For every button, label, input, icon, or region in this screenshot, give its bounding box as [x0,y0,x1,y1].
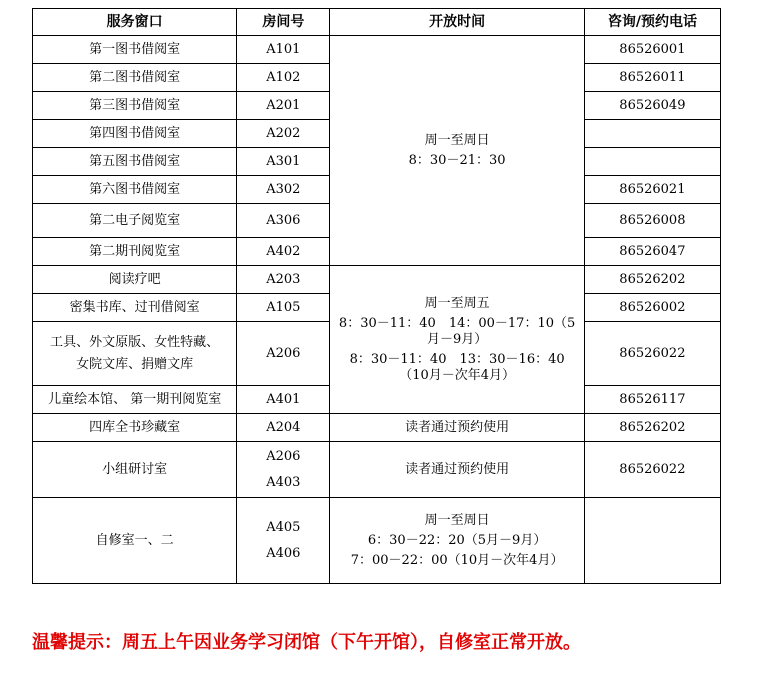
table-row [33,266,721,294]
window-cell: 第二图书借阅室 [33,64,237,92]
hours-time-winter: 8：30－11：40 13：30－16：40（10月－次年4月） [349,351,565,383]
header-phone: 咨询/预约电话 [584,9,720,36]
window-cell: 阅读疗吧 [33,266,237,294]
table-row [33,36,721,64]
room-cell: A306 [237,204,330,238]
phone-cell [584,120,720,148]
table-row [33,442,721,498]
header-window: 服务窗口 [33,9,237,36]
room-cell [237,442,330,498]
hours-time-winter: 7：00－22：00（10月－次年4月） [350,552,564,568]
phone-cell: 86526022 [584,322,720,386]
phone-cell: 86526011 [584,64,720,92]
phone-cell: 86526047 [584,238,720,266]
room-cell: A402 [237,238,330,266]
header-hours: 开放时间 [330,9,584,36]
table-header-row [33,9,721,36]
room-cell: A206 [237,322,330,386]
window-cell [33,322,237,386]
room-cell: A202 [237,120,330,148]
room-cell: A201 [237,92,330,120]
hours-cell-group2 [330,266,584,414]
phone-cell: 86526117 [584,386,720,414]
window-line: 工具、外文原版、女性特藏、 [50,334,220,350]
hours-cell-group4: 读者通过预约使用 [330,442,584,498]
hours-cell-group5 [330,498,584,584]
service-schedule-table [32,8,721,584]
phone-cell: 86526002 [584,294,720,322]
room-cell: A204 [237,414,330,442]
warm-reminder-notice: 温馨提示：周五上午因业务学习闭馆（下午开馆），自修室正常开放。 [32,632,581,653]
room-cell: A302 [237,176,330,204]
window-cell: 第二电子阅览室 [33,204,237,238]
room-cell: A401 [237,386,330,414]
window-cell: 自修室一、二 [33,498,237,584]
window-cell: 四库全书珍藏室 [33,414,237,442]
window-cell: 小组研讨室 [33,442,237,498]
window-cell: 第一图书借阅室 [33,36,237,64]
window-cell: 第二期刊阅览室 [33,238,237,266]
window-cell: 密集书库、过刊借阅室 [33,294,237,322]
table-row [33,498,721,584]
window-cell: 第三图书借阅室 [33,92,237,120]
window-line: 女院文库、捐赠文库 [76,356,194,372]
room-cell: A301 [237,148,330,176]
room-cell: A105 [237,294,330,322]
phone-cell: 86526008 [584,204,720,238]
room-line: A403 [266,474,301,490]
hours-days: 周一至周日 [424,512,490,528]
window-cell: 儿童绘本馆、 第一期刊阅览室 [33,386,237,414]
phone-cell: 86526001 [584,36,720,64]
hours-time-summer: 6：30－22：20（5月－9月） [367,532,547,548]
phone-cell: 86526202 [584,266,720,294]
room-line: A405 [266,519,301,535]
phone-cell: 86526022 [584,442,720,498]
hours-cell-group1 [330,36,584,266]
window-cell: 第四图书借阅室 [33,120,237,148]
table-row [33,414,721,442]
window-cell: 第六图书借阅室 [33,176,237,204]
room-line: A206 [266,448,301,464]
hours-time-summer: 8：30－11：40 14：00－17：10（5月－9月） [338,315,576,347]
header-room: 房间号 [237,9,330,36]
window-cell: 第五图书借阅室 [33,148,237,176]
hours-time: 8：30－21：30 [408,152,506,168]
phone-cell: 86526049 [584,92,720,120]
hours-days: 周一至周日 [424,132,490,148]
room-cell [237,498,330,584]
room-line: A406 [266,545,301,561]
phone-cell: 86526021 [584,176,720,204]
room-cell: A203 [237,266,330,294]
room-cell: A101 [237,36,330,64]
hours-days: 周一至周五 [424,295,490,311]
phone-cell [584,498,720,584]
phone-cell: 86526202 [584,414,720,442]
phone-cell [584,148,720,176]
hours-cell-group3: 读者通过预约使用 [330,414,584,442]
room-cell: A102 [237,64,330,92]
